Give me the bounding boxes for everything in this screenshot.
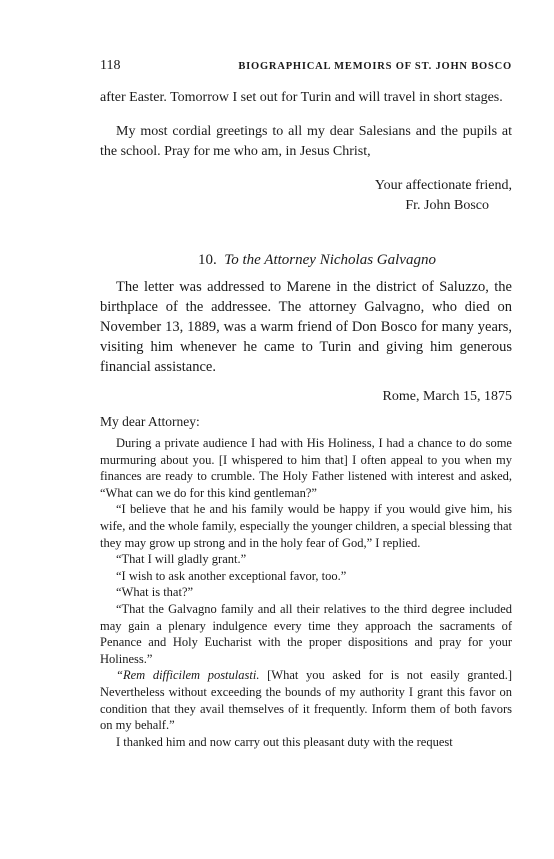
book-page: [100, 58, 512, 750]
letter-paragraph: I thanked him and now carry out this pleasant duty with the request: [116, 734, 453, 749]
section-number: 10.: [198, 252, 217, 268]
letter-paragraph: During a private audience I had with His Holiness, I had a chance to do some murmuring about you. [I whispered to him that] I often appeal to you when my finances are ready to crumble. The Holy Father listened with interest and asked, “What can we do for this kind gentleman?”: [100, 436, 512, 500]
section-title: To the Attorney Nicholas Galvagno: [224, 252, 436, 268]
first-letter-ending: [100, 88, 512, 162]
section-intro: [100, 277, 512, 377]
letter-paragraph: “I wish to ask another exceptional favor, too.”: [116, 568, 347, 583]
latin-quote: “Rem difficilem postulasti.: [116, 668, 260, 683]
closing-line: Your affectionate friend,: [374, 178, 512, 193]
letter-paragraph: “I believe that he and his family would be happy if you would give him, his wife, and the whole family, especially the younger children, a special blessing that they may grow up strong and in the holy fear of God,” I replied.: [100, 502, 512, 550]
intro-paragraph: The letter was addressed to Marene in the district of Saluzzo, the birthplace of the addressee. The attorney Galvagno, who died on November 13, 1889, was a warm friend of Don Bosco for many years, visiting him whenever he came to Turin and giving him generous financial assistance.: [100, 279, 512, 375]
letter-paragraph: “That I will gladly grant.”: [116, 552, 247, 567]
section-heading: [100, 252, 512, 269]
first-letter-paragraph: after Easter. Tomorrow I set out for Turin and will travel in short stages.: [100, 90, 503, 105]
running-head: BIOGRAPHICAL MEMOIRS OF ST. JOHN BOSCO: [238, 61, 512, 72]
letter-paragraph: “What is that?”: [116, 585, 194, 600]
second-letter-body: [100, 435, 512, 750]
page-number: 118: [100, 58, 121, 73]
signature-line: Fr. John Bosco: [405, 198, 489, 213]
first-letter-paragraph: My most cordial greetings to all my dear Salesians and the pupils at the school. Pray for me who am, in Jesus Christ,: [100, 124, 512, 159]
translation-text: [What you asked for is not easily granted.] Nevertheless without exceeding the bounds of my authority I grant this favor on condition that they avail themselves of it frequently. Inform them of both favors on my behalf.”: [100, 668, 512, 733]
letter-dateline: Rome, March 15, 1875: [382, 389, 512, 404]
page-header: [100, 58, 512, 74]
letter-paragraph: “That the Galvagno family and all their relatives to the third degree included may gain a plenary indulgence every time they approach the sacraments of Penance and Holy Eucharist with the proper dispositions and pray for your Holiness.”: [100, 601, 512, 666]
letter-salutation: My dear Attorney:: [100, 414, 200, 429]
first-letter-signoff: [100, 176, 512, 216]
letter-paragraph: [100, 667, 512, 733]
